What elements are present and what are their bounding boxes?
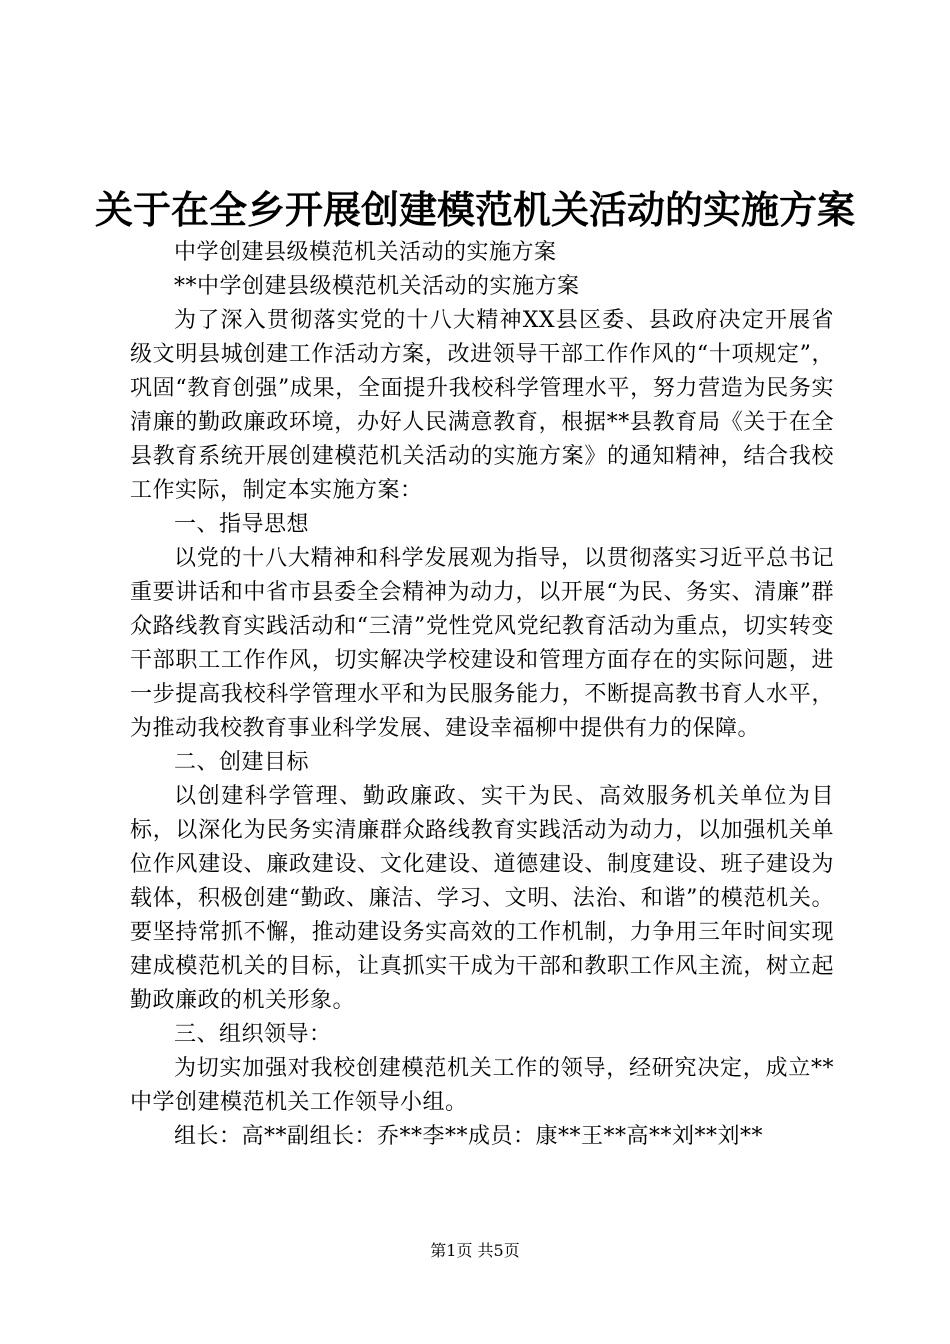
section-heading-guiding-thought: 一、指导思想 — [174, 512, 310, 537]
guiding-thought-paragraph: 以党的十八大精神和科学发展观为指导，以贯彻落实习近平总书记重要讲话和中省市县委全会精神为动力，以开展“为民、务实、清廉”群众路线教育实践活动和“三清”党性党风党纪教育活动为重点，切实转变干部职工工作作风，切实解决学校建设和管理方面存在的实际问题，进一步提高我校科学管理水平和为民服务能力，不断提高教书育人水平，为推动我校教育事业科学发展、建设幸福柳中提供有力的保障。 — [130, 546, 834, 741]
leadership-members: 组长：高**副组长：乔**李**成员：康**王**高**刘**刘** — [174, 1124, 764, 1149]
subtitle-line-2: **中学创建县级模范机关活动的实施方案 — [174, 274, 580, 299]
leadership-paragraph: 为切实加强对我校创建模范机关工作的领导，经研究决定，成立**中学创建模范机关工作领导小组。 — [130, 1056, 834, 1115]
document-title: 关于在全乡开展创建模范机关活动的实施方案 — [94, 188, 855, 232]
section-heading-goals: 二、创建目标 — [174, 750, 310, 775]
document-body — [130, 236, 834, 1154]
page-footer: 第1页 共5页 — [430, 1241, 520, 1260]
section-heading-leadership: 三、组织领导： — [174, 1022, 332, 1047]
intro-paragraph: 为了深入贯彻落实党的十八大精神XX县区委、县政府决定开展省级文明县城创建工作活动方案，改进领导干部工作作风的“十项规定”，巩固“教育创强”成果，全面提升我校科学管理水平，努力营造为民务实清廉的勤政廉政环境，办好人民满意教育，根据**县教育局《关于在全县教育系统开展创建模范机关活动的实施方案》的通知精神，结合我校工作实际，制定本实施方案： — [130, 308, 834, 503]
subtitle-line-1: 中学创建县级模范机关活动的实施方案 — [174, 240, 557, 265]
goals-paragraph: 以创建科学管理、勤政廉政、实干为民、高效服务机关单位为目标，以深化为民务实清廉群众路线教育实践活动为动力，以加强机关单位作风建设、廉政建设、文化建设、道德建设、制度建设、班子建设为载体，积极创建“勤政、廉洁、学习、文明、法治、和谐”的模范机关。要坚持常抓不懈，推动建设务实高效的工作机制，力争用三年时间实现建成模范机关的目标，让真抓实干成为干部和教职工作风主流，树立起勤政廉政的机关形象。 — [130, 784, 834, 1013]
